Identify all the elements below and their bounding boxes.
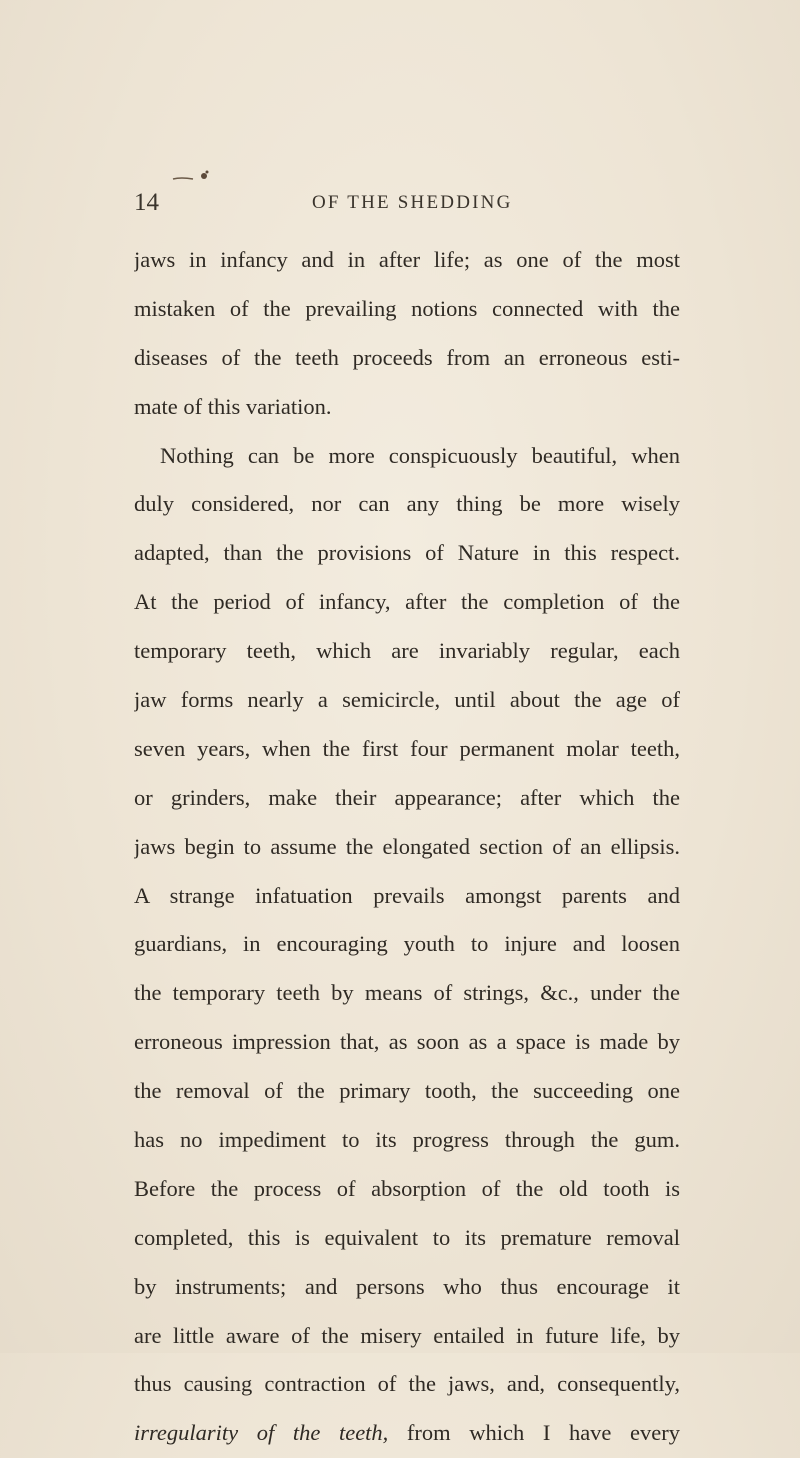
text-line: jaws begin to assume the elongated section of an ellipsis. [134, 833, 680, 859]
page-number: 14 [134, 189, 159, 216]
text-line: completed, this is equivalent to its premature removal [134, 1224, 680, 1250]
text-line: thus causing contraction of the jaws, and, consequently, [134, 1371, 680, 1397]
text-line: seven years, when the first four permanent molar teeth, [134, 735, 680, 761]
text-line: A strange infatuation prevails amongst parents and [134, 882, 680, 908]
body-text [134, 236, 680, 1458]
text-line: temporary teeth, which are invariably regular, each [134, 638, 680, 664]
text-line: At the period of infancy, after the completion of the [134, 589, 680, 615]
text-line: by instruments; and persons who thus encourage it [134, 1273, 680, 1299]
text-line: Before the process of absorption of the old tooth is [134, 1175, 680, 1201]
text-line: duly considered, nor can any thing be more wisely [134, 491, 680, 517]
text-line: mistaken of the prevailing notions connected with the [134, 295, 680, 321]
italic-phrase: irregularity of the teeth, [134, 1420, 389, 1446]
text-line: guardians, in encouraging youth to injure and loosen [134, 931, 680, 957]
text-fragment: from which I have every [388, 1420, 680, 1446]
text-line: diseases of the teeth proceeds from an erroneous esti- [134, 344, 680, 370]
text-line: mate of this variation. [134, 393, 332, 419]
text-line: Nothing can be more conspicuously beautiful, when [160, 442, 680, 468]
text-line-final [134, 1409, 680, 1458]
text-line: jaws in infancy and in after life; as one of the most [134, 247, 680, 272]
text-line: the temporary teeth by means of strings, &c., under the [134, 980, 680, 1006]
running-title: OF THE SHEDDING [312, 192, 513, 213]
page-header [134, 188, 680, 218]
text-line: or grinders, make their appearance; after which the [134, 784, 680, 810]
ink-blot-icon [171, 167, 213, 187]
text-line: jaw forms nearly a semicircle, until about the age of [134, 687, 680, 713]
text-line: adapted, than the provisions of Nature in this respect. [134, 540, 680, 566]
text-line: are little aware of the misery entailed in future life, by [134, 1322, 680, 1348]
text-line: the removal of the primary tooth, the succeeding one [134, 1078, 680, 1104]
text-line: has no impediment to its progress through the gum. [134, 1127, 680, 1153]
text-line: erroneous impression that, as soon as a space is made by [134, 1029, 680, 1055]
